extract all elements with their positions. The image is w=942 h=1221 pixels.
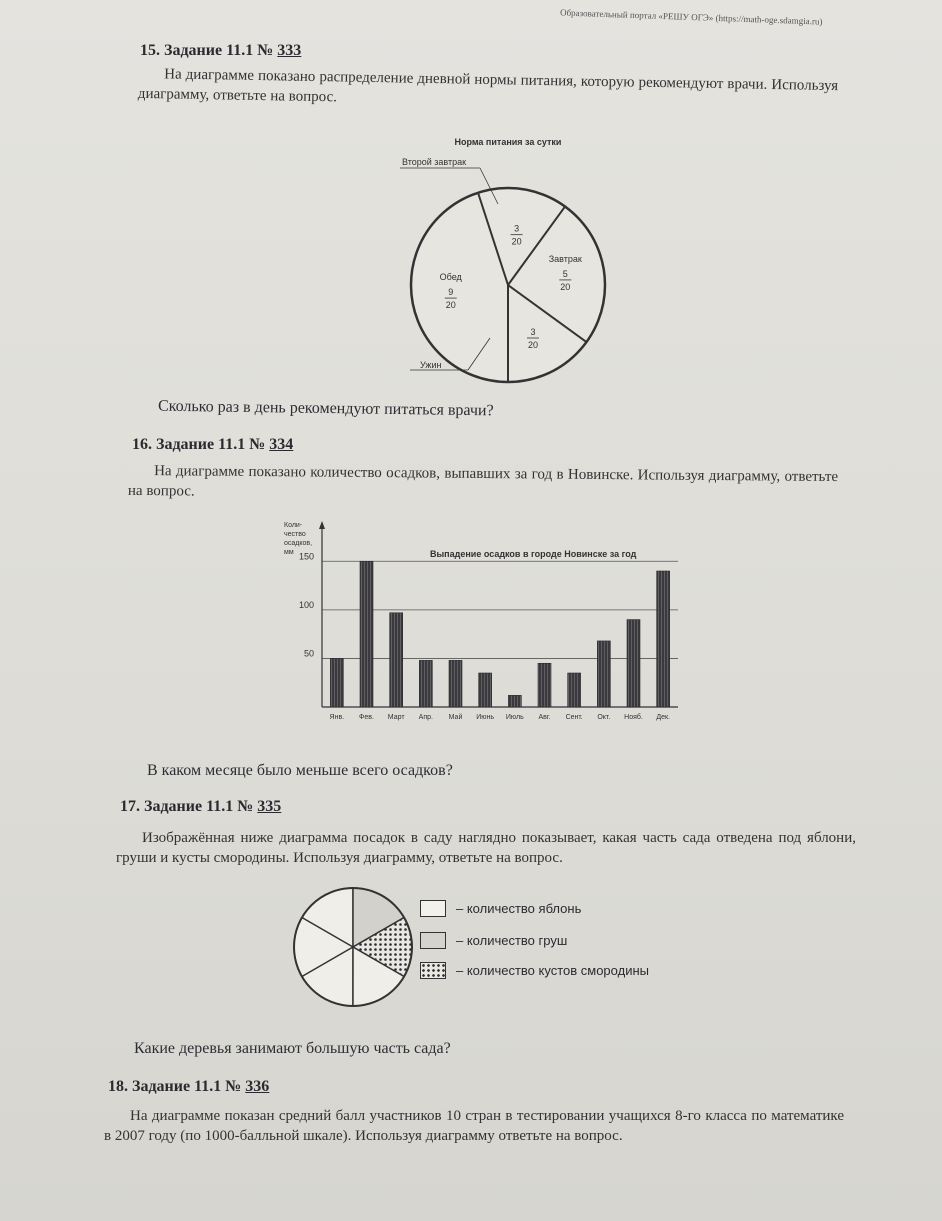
task-text: На диаграмме показан средний балл участников 10 стран в тестировании учащихся 8-го класса по математике в 2007 году (по 1000-балльной шкале). Используя диаграмму ответьте на вопрос. [104, 1108, 844, 1144]
bar [627, 620, 640, 707]
bar [597, 641, 610, 707]
page-header: Образовательный портал «РЕШУ ОГЭ» (https://math-oge.sdamgia.ru) [559, 7, 823, 27]
bar [657, 571, 670, 707]
x-tick-label: Май [448, 714, 463, 721]
task-17-question: Какие деревья занимают большую часть сада? [134, 1040, 451, 1057]
y-tick-label: 100 [298, 599, 314, 610]
bar [568, 673, 581, 707]
bar-chart-title: Выпадение осадков в городе Новинске за год [430, 549, 637, 559]
slice-denominator: 20 [560, 281, 571, 292]
task-number-link[interactable]: 334 [269, 436, 294, 453]
task-text: На диаграмме показано количество осадков, выпавших за год в Новинске. Используя диаграмму, ответьте на вопрос. [127, 463, 839, 500]
y-axis-label: Коли- [284, 522, 303, 529]
white-swatch-icon [420, 900, 446, 917]
task-title-prefix: 18. Задание 11.1 № [108, 1078, 242, 1095]
slice-callout-second-breakfast: Второй завтрак [402, 157, 467, 167]
slice-name: Обед [439, 272, 462, 283]
dotted-swatch-icon [420, 962, 446, 979]
task-number-link[interactable]: 333 [277, 42, 302, 59]
slice-numerator: 3 [514, 223, 520, 234]
slice-numerator: 9 [448, 287, 454, 298]
task-17-title [120, 798, 281, 816]
x-tick-label: Июль [505, 714, 524, 721]
task-text: На диаграмме показано распределение дневной нормы питания, которую рекомендуют врачи. Используя диаграмму, ответьте на вопрос. [137, 66, 839, 106]
x-tick-label: Фев. [359, 714, 374, 721]
slice-denominator: 20 [527, 340, 538, 351]
slice-numerator: 3 [530, 327, 536, 338]
y-tick-label: 150 [298, 551, 314, 562]
x-tick-label: Июнь [476, 714, 495, 721]
task-title-prefix: 17. Задание 11.1 № [120, 798, 254, 815]
y-axis-label: чество [284, 531, 306, 538]
garden-pie-slice [294, 888, 353, 1006]
task-number-link[interactable]: 336 [245, 1078, 270, 1095]
slice-callout-dinner: Ужин [420, 360, 442, 370]
task-16-question: В каком месяце было меньше всего осадков? [147, 762, 453, 779]
y-axis-label: осадков, [284, 540, 313, 547]
x-tick-label: Дек. [656, 714, 670, 721]
legend-label: – количество кустов смородины [456, 963, 649, 978]
bar [419, 660, 432, 707]
task-title-prefix: 16. Задание 11.1 № [132, 436, 266, 453]
slice-denominator: 20 [511, 236, 522, 247]
bar [330, 658, 343, 707]
task-title-prefix: 15. Задание 11.1 № [140, 42, 274, 59]
pie-title: Норма питания за сутки [454, 137, 562, 147]
y-axis-arrow-icon [319, 521, 325, 529]
x-tick-label: Март [387, 714, 405, 721]
bar [390, 613, 403, 707]
task-18-text [104, 1106, 844, 1146]
task-18-title [108, 1078, 269, 1096]
x-tick-label: Авг. [538, 714, 551, 721]
x-tick-label: Сент. [565, 714, 583, 721]
bar [449, 660, 462, 707]
task-15-text [138, 64, 839, 116]
task-15-question: Сколько раз в день рекомендуют питаться врачи? [157, 397, 494, 420]
slice-numerator: 5 [562, 268, 568, 279]
y-axis-label: мм [284, 549, 294, 556]
slice-denominator: 20 [445, 300, 456, 311]
task-17-text [116, 828, 856, 868]
x-tick-label: Апр. [418, 714, 433, 721]
precipitation-bar-chart [270, 515, 710, 740]
grey-swatch-icon [420, 932, 446, 949]
bar [538, 663, 551, 707]
x-tick-label: Окт. [597, 714, 611, 721]
meal-pie-chart [390, 130, 630, 385]
x-tick-label: Янв. [329, 714, 345, 721]
task-16-text [128, 461, 838, 507]
legend-label: – количество груш [456, 933, 568, 948]
task-16-title [132, 436, 293, 454]
legend-label: – количество яблонь [456, 901, 582, 916]
task-number-link[interactable]: 335 [257, 798, 282, 815]
y-tick-label: 50 [303, 648, 314, 659]
slice-name: Завтрак [548, 253, 582, 264]
bar [360, 561, 373, 707]
bar [508, 695, 521, 707]
task-15-title [140, 42, 301, 60]
x-tick-label: Нояб. [624, 714, 643, 721]
bar [479, 673, 492, 707]
task-text: Изображённая ниже диаграмма посадок в саду наглядно показывает, какая часть сада отведена под яблони, груши и кусты смородины. Используя диаграмму, ответьте на вопрос. [116, 830, 856, 866]
garden-pie-chart [288, 882, 418, 1012]
